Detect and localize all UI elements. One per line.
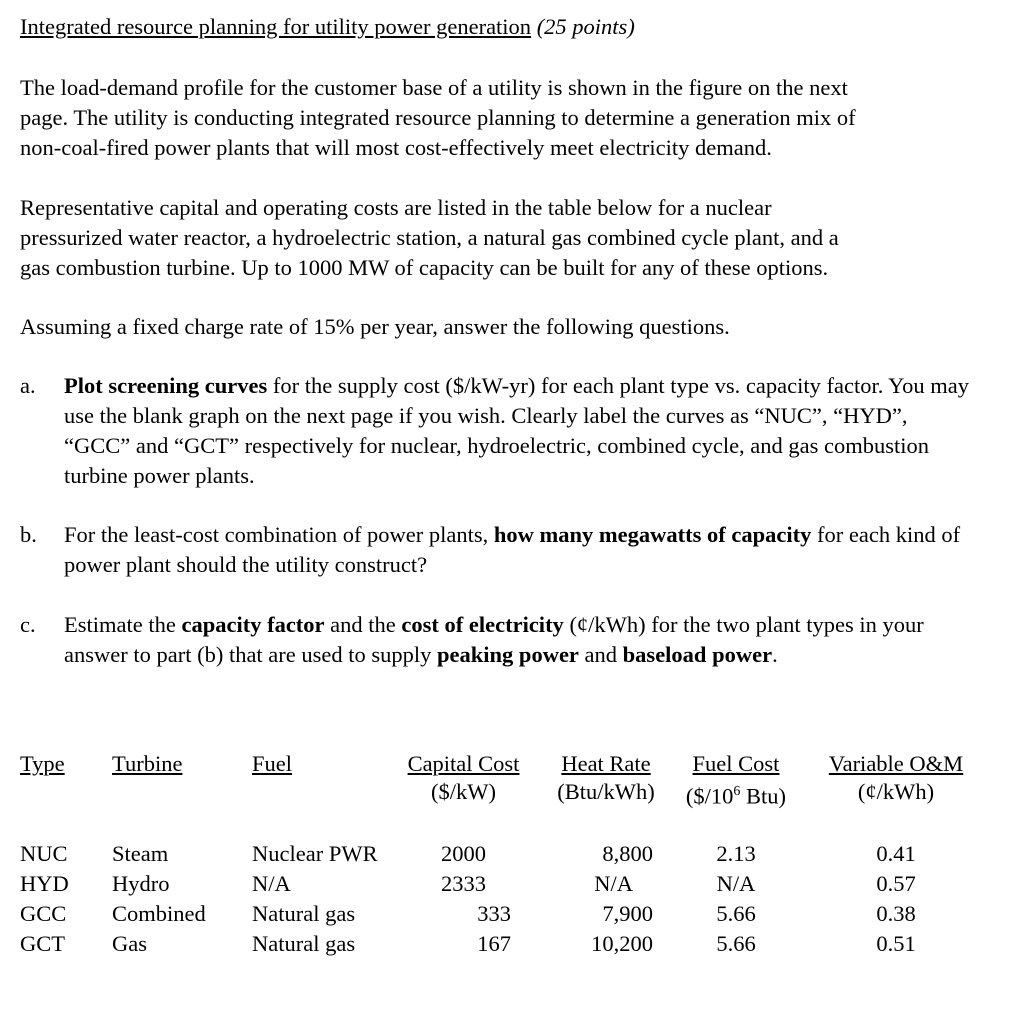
question-c-label: c.	[20, 612, 36, 637]
cell-capital: 2000	[441, 840, 486, 866]
cell-fuel-cost: 5.66	[716, 930, 756, 956]
cell-fuel-cost: 2.13	[716, 840, 756, 866]
cell-variable-om: 0.57	[876, 870, 916, 896]
cell-capital: 167	[477, 930, 511, 956]
intro-paragraph-1: The load-demand profile for the customer base of a utility is shown in the figure on the next page. The utility is conducting integrated resource planning to determine a generation mix of non-coal-fired power plants that will most cost-effectively meet electricity demand.	[20, 75, 856, 160]
title-points: (25 points)	[536, 14, 635, 39]
cell-variable-om: 0.51	[876, 930, 916, 956]
cost-table	[14, 750, 991, 959]
cell-type: HYD	[20, 870, 69, 896]
cell-turbine: Combined	[112, 900, 206, 926]
header-capital-cost: Capital Cost ($/kW)	[407, 751, 520, 804]
intro-paragraph-2: Representative capital and operating costs are listed in the table below for a nuclear pressurized water reactor, a hydroelectric station, a natural gas combined cycle plant, and a gas combustion turbine. Up to 1000 MW of capacity can be built for any of these options.	[20, 195, 839, 280]
header-turbine: Turbine	[112, 751, 183, 776]
cell-type: GCT	[20, 930, 65, 956]
table-header-row	[14, 750, 991, 811]
cell-fuel-cost: 5.66	[716, 900, 756, 926]
cell-type: NUC	[20, 840, 68, 866]
intro-paragraph-3: Assuming a fixed charge rate of 15% per year, answer the following questions.	[20, 314, 730, 339]
table-row	[14, 869, 991, 899]
cell-turbine: Hydro	[112, 870, 170, 896]
title-text: Integrated resource planning for utility power generation	[20, 14, 532, 39]
cell-turbine: Gas	[112, 930, 147, 956]
cell-fuel: Natural gas	[252, 930, 356, 956]
cell-fuel: Natural gas	[252, 900, 356, 926]
cell-heat-rate: 8,800	[602, 840, 653, 866]
table-row	[14, 839, 991, 869]
question-a-label: a.	[20, 373, 36, 398]
problem-title	[20, 14, 635, 40]
cell-variable-om: 0.38	[876, 900, 916, 926]
cell-capital: 333	[477, 900, 511, 926]
header-variable-om: Variable O&M (¢/kWh)	[828, 751, 964, 804]
question-c-text: Estimate the capacity factor and the cost of electricity (¢/kWh) for the two plant types in your answer to part (b) that are used to supply peaking power and baseload power.	[64, 612, 924, 667]
cell-capital: 2333	[441, 870, 486, 896]
cell-fuel: Nuclear PWR	[252, 840, 378, 866]
header-fuel: Fuel	[252, 751, 293, 776]
header-heat-rate: Heat Rate (Btu/kWh)	[557, 751, 655, 804]
question-b-label: b.	[20, 522, 37, 547]
cell-fuel-cost: N/A	[716, 870, 756, 896]
question-b-text: For the least-cost combination of power plants, how many megawatts of capacity for each kind of power plant should the utility construct?	[64, 522, 961, 577]
cell-heat-rate: 7,900	[602, 900, 653, 926]
cell-turbine: Steam	[112, 840, 169, 866]
cell-heat-rate: N/A	[594, 870, 633, 896]
table-row	[14, 929, 991, 959]
cell-fuel: N/A	[252, 870, 291, 896]
header-fuel-cost: Fuel Cost ($\$/10^6$ Btu)	[685, 751, 787, 809]
cell-heat-rate: 10,200	[591, 930, 653, 956]
question-a-text: Plot screening curves for the supply cost ($/kW-yr) for each plant type vs. capacity factor. You may use the blank graph on the next page if you wish. Clearly label the curves as “NUC”, “HYD”, “GCC” and “GCT” respectively for nuclear, hydroelectric, combined cycle, and gas combustion turbine power plants.	[64, 373, 969, 488]
table-row	[14, 899, 991, 929]
cell-type: GCC	[20, 900, 67, 926]
header-type: Type	[20, 751, 65, 776]
cell-variable-om: 0.41	[876, 840, 916, 866]
